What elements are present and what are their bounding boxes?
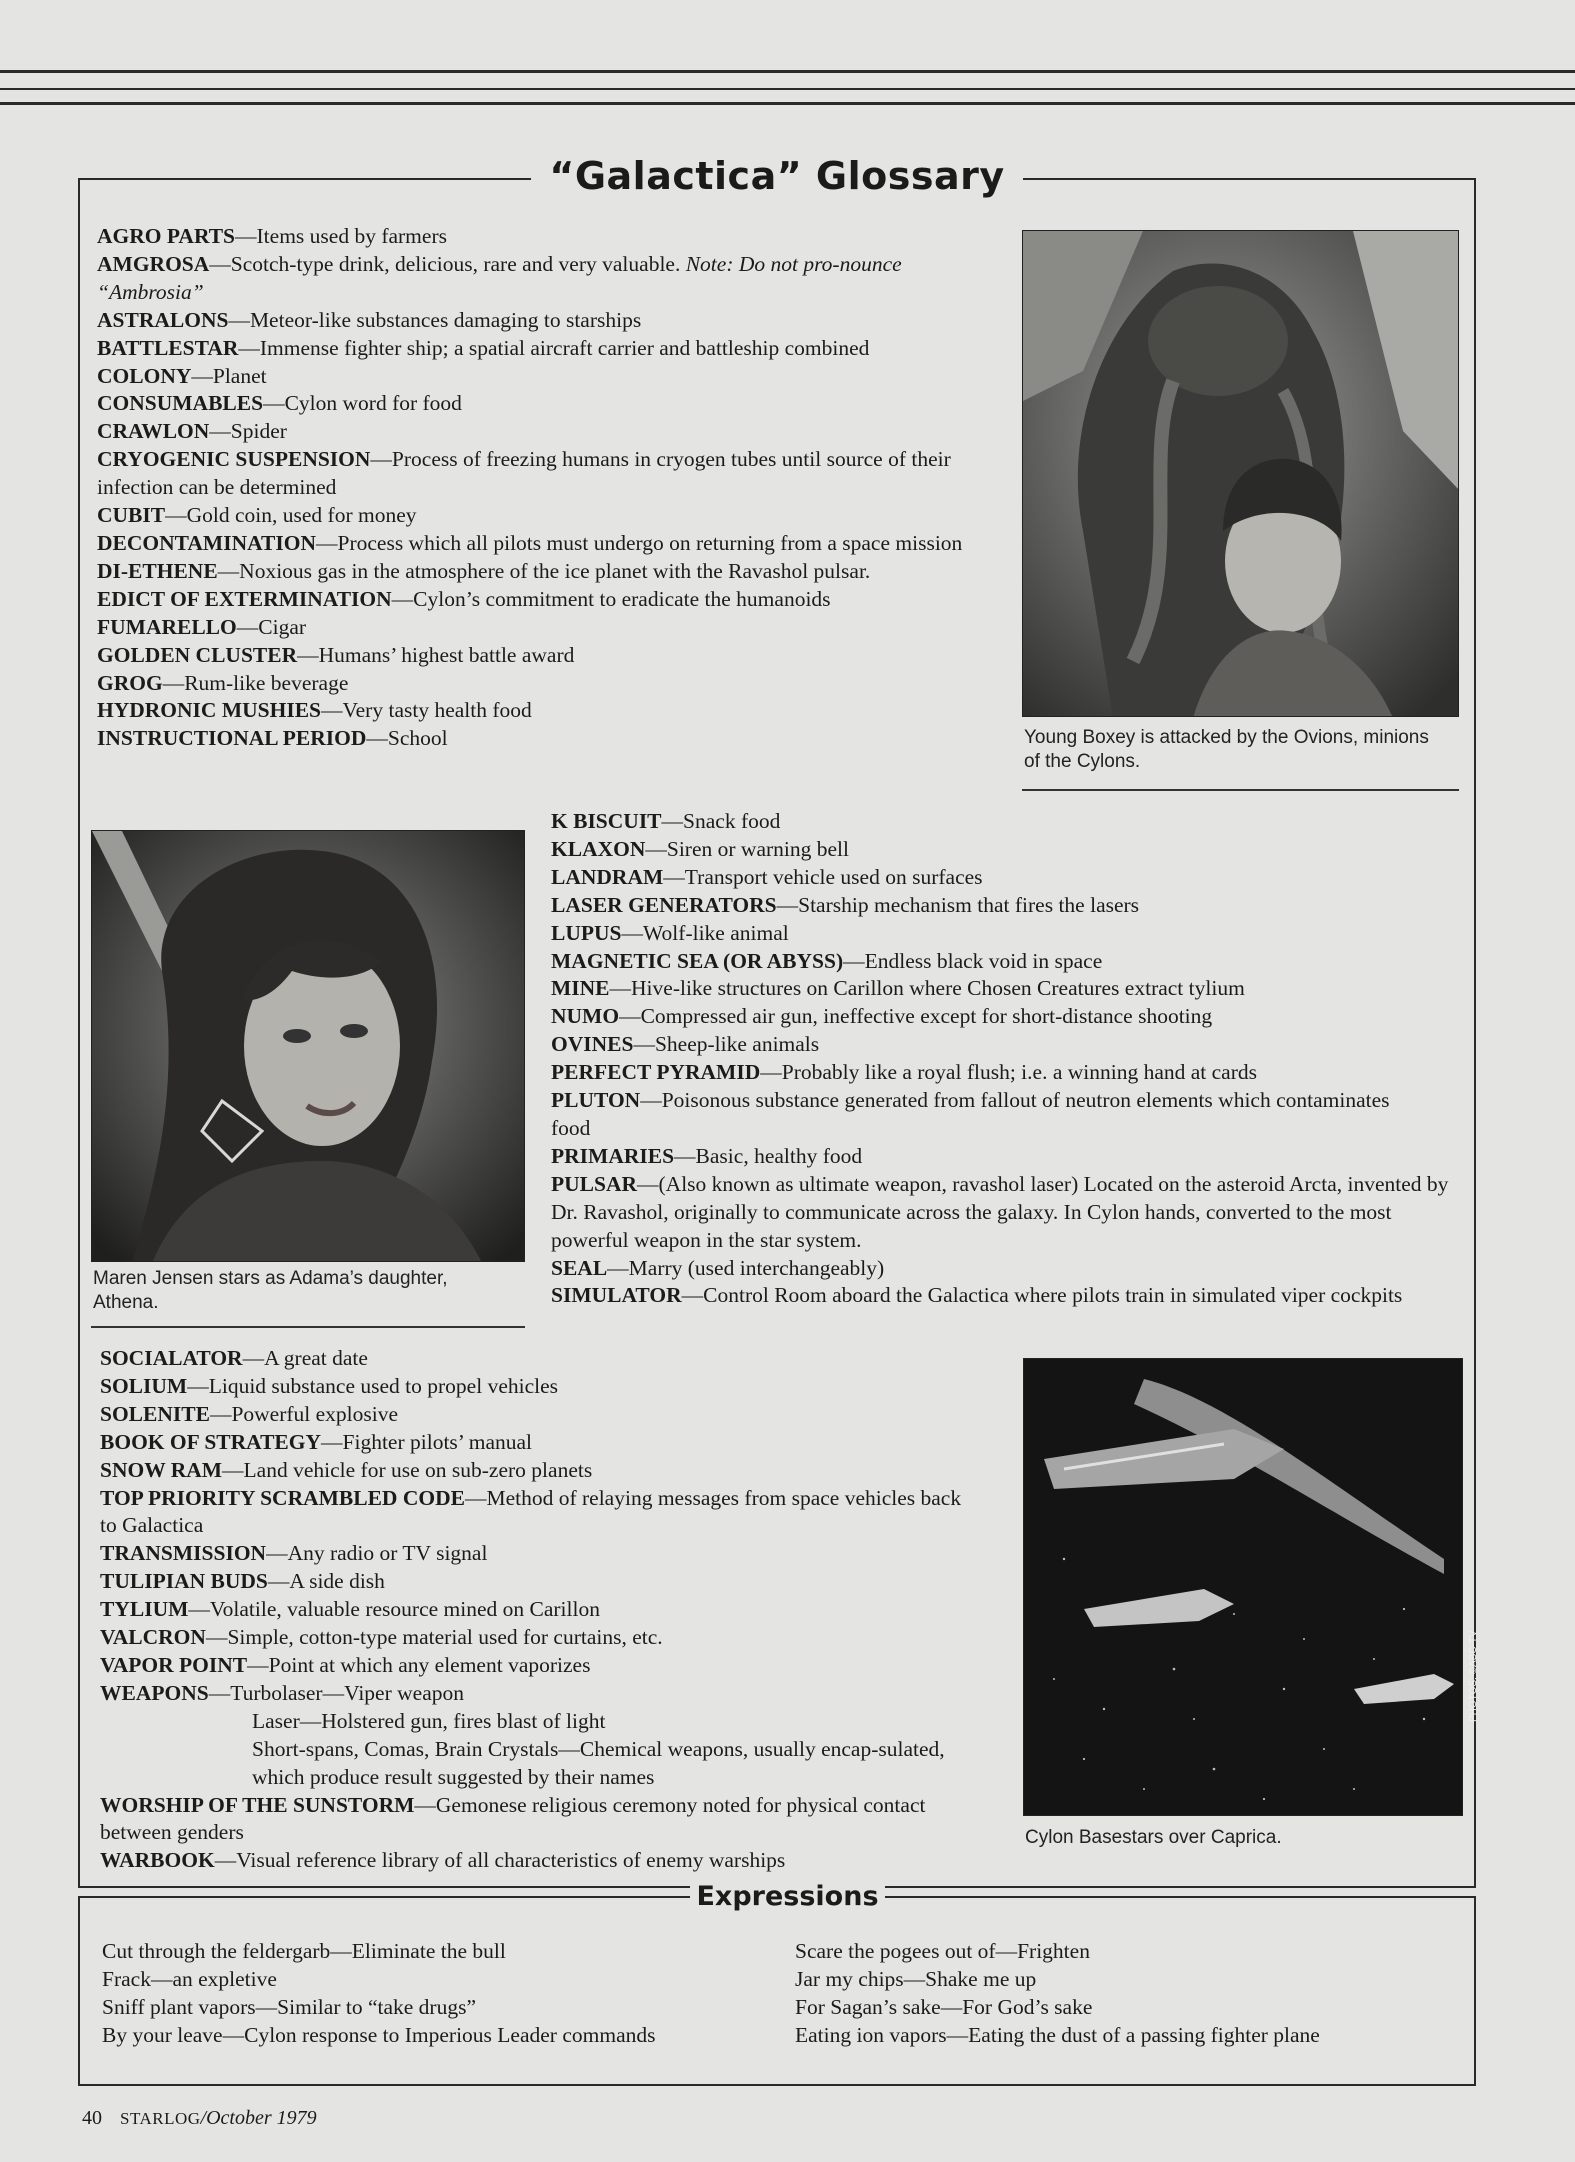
athena-caption: Maren Jensen stars as Adama’s daughter, Athena. xyxy=(93,1268,448,1313)
glossary-entry: WEAPONS—Turbolaser—Viper weapon xyxy=(100,1680,464,1705)
glossary-entry: SEAL—Marry (used interchangeably) xyxy=(551,1255,885,1280)
glossary-entry: PLUTON—Poisonous substance generated from fallout of neutron elements which contaminates food xyxy=(551,1088,1390,1140)
glossary-entry: MAGNETIC SEA (OR ABYSS)—Endless black void in space xyxy=(551,948,1103,973)
glossary-entry: MINE—Hive-like structures on Carillon where Chosen Creatures extract tylium xyxy=(551,976,1245,1001)
top-rule-2 xyxy=(0,88,1575,90)
expression-item: Eating ion vapors—Eating the dust of a passing fighter plane xyxy=(795,2022,1320,2047)
glossary-entry: CUBIT—Gold coin, used for money xyxy=(97,503,417,528)
magazine-name: STARLOG xyxy=(120,2109,201,2128)
glossary-entry: NUMO—Compressed air gun, ineffective except for short-distance shooting xyxy=(551,1004,1213,1029)
glossary-entry: TOP PRIORITY SCRAMBLED CODE—Method of relaying messages from space vehicles back to Galactica xyxy=(100,1485,962,1538)
athena-photo xyxy=(91,830,525,1262)
glossary-entry: VALCRON—Simple, cotton-type material used for curtains, etc. xyxy=(100,1625,663,1650)
glossary-entry: SOLENITE—Powerful explosive xyxy=(100,1401,399,1426)
glossary-entry: LUPUS—Wolf-like animal xyxy=(551,920,789,945)
basestars-photo xyxy=(1023,1358,1463,1816)
glossary-entry: VAPOR POINT—Point at which any element vaporizes xyxy=(100,1652,591,1677)
glossary-entry: PERFECT PYRAMID—Probably like a royal flush; i.e. a winning hand at cards xyxy=(551,1060,1258,1085)
glossary-entry: INSTRUCTIONAL PERIOD—School xyxy=(97,726,448,751)
glossary-entry: SIMULATOR—Control Room aboard the Galactica where pilots train in simulated viper cockpits xyxy=(551,1283,1403,1308)
glossary-entry: ASTRALONS—Meteor-like substances damaging to starships xyxy=(97,307,642,332)
glossary-entry: HYDRONIC MUSHIES—Very tasty health food xyxy=(97,698,532,723)
glossary-entry: DI-ETHENE—Noxious gas in the atmosphere of the ice planet with the Ravashol pulsar. xyxy=(97,558,871,583)
expression-item: For Sagan’s sake—For God’s sake xyxy=(795,1994,1093,2019)
glossary-subentry: Laser—Holstered gun, fires blast of light xyxy=(252,1708,606,1733)
glossary-entry: SOCIALATOR—A great date xyxy=(100,1346,368,1370)
glossary-subentry: Short-spans, Comas, Brain Crystals—Chemical weapons, usually encap-sulated, which produce result suggested by their names xyxy=(252,1736,945,1789)
boxey-photo xyxy=(1022,230,1459,717)
page-number: 40 xyxy=(82,2107,102,2129)
issue-date: /October 1979 xyxy=(200,2107,317,2129)
boxey-caption-rule xyxy=(1022,789,1459,791)
athena-caption-rule xyxy=(91,1326,525,1328)
glossary-entry: CONSUMABLES—Cylon word for food xyxy=(97,391,462,416)
glossary-entry: AGRO PARTS—Items used by farmers xyxy=(97,224,447,248)
expressions-list-right xyxy=(795,1938,1465,2050)
glossary-entry: SOLIUM—Liquid substance used to propel vehicles xyxy=(100,1373,559,1398)
glossary-entry: AMGROSA—Scotch-type drink, delicious, rare and very valuable. Note: Do not pro-nounce “Ambrosia” xyxy=(97,251,902,304)
expression-item: Sniff plant vapors—Similar to “take drugs” xyxy=(102,1994,476,2019)
glossary-entry: BATTLESTAR—Immense fighter ship; a spatial aircraft carrier and battleship combined xyxy=(97,335,870,360)
glossary-entry: CRAWLON—Spider xyxy=(97,419,287,444)
expression-item: Cut through the feldergarb—Eliminate the bull xyxy=(102,1939,506,1963)
glossary-entry: DECONTAMINATION—Process which all pilots must undergo on returning from a space mission xyxy=(97,530,963,555)
glossary-entry: EDICT OF EXTERMINATION—Cylon’s commitment to eradicate the humanoids xyxy=(97,586,831,611)
glossary-note: Note: Do not pro-nounce “Ambrosia” xyxy=(97,251,902,304)
glossary-entry: OVINES—Sheep-like animals xyxy=(551,1032,820,1057)
expression-item: Jar my chips—Shake me up xyxy=(795,1966,1037,1991)
glossary-entry: COLONY—Planet xyxy=(97,363,267,388)
glossary-entry: TYLIUM—Volatile, valuable resource mined on Carillon xyxy=(100,1597,600,1622)
top-rule-3 xyxy=(0,102,1575,105)
glossary-entry: LASER GENERATORS—Starship mechanism that fires the lasers xyxy=(551,892,1140,917)
glossary-list-1 xyxy=(97,223,1007,753)
glossary-entry: PRIMARIES—Basic, healthy food xyxy=(551,1143,863,1168)
glossary-entry: CRYOGENIC SUSPENSION—Process of freezing humans in cryogen tubes until source of their infection can be determined xyxy=(97,447,951,500)
expression-item: By your leave—Cylon response to Imperious Leader commands xyxy=(102,2022,656,2047)
glossary-entry: SNOW RAM—Land vehicle for use on sub-zero planets xyxy=(100,1457,593,1482)
expressions-title: Expressions xyxy=(690,1881,884,1912)
photo-credit: PHOTOS: ©ABC-TV xyxy=(1468,1630,1479,1722)
glossary-entry: FUMARELLO—Cigar xyxy=(97,614,307,639)
glossary-entry: TULIPIAN BUDS—A side dish xyxy=(100,1569,385,1594)
expressions-list-left xyxy=(102,1938,782,2050)
glossary-entry: WARBOOK—Visual reference library of all characteristics of enemy warships xyxy=(100,1848,786,1873)
glossary-entry: BOOK OF STRATEGY—Fighter pilots’ manual xyxy=(100,1429,533,1454)
page-title: “Galactica” Glossary xyxy=(531,154,1022,198)
glossary-list-3 xyxy=(100,1345,1000,1875)
glossary-list-2 xyxy=(551,808,1451,1310)
glossary-entry: PULSAR—(Also known as ultimate weapon, ravashol laser) Located on the asteroid Arcta, invented by Dr. Ravashol, originally to communicate across the galaxy. In Cylon hands, converted to the most powerful weapon in the star system. xyxy=(551,1171,1449,1252)
expression-item: Frack—an expletive xyxy=(102,1966,277,1991)
glossary-entry: TRANSMISSION—Any radio or TV signal xyxy=(100,1541,488,1566)
glossary-entry: K BISCUIT—Snack food xyxy=(551,809,781,833)
glossary-entry: WORSHIP OF THE SUNSTORM—Gemonese religious ceremony noted for physical contact between genders xyxy=(100,1792,926,1845)
boxey-caption: Young Boxey is attacked by the Ovions, minions of the Cylons. xyxy=(1024,727,1429,772)
glossary-entry: GROG—Rum-like beverage xyxy=(97,670,349,695)
glossary-entry: KLAXON—Siren or warning bell xyxy=(551,836,849,861)
page-footer xyxy=(82,2107,317,2130)
expression-item: Scare the pogees out of—Frighten xyxy=(795,1939,1090,1963)
top-rule-1 xyxy=(0,70,1575,73)
glossary-entry: LANDRAM—Transport vehicle used on surfaces xyxy=(551,864,983,889)
glossary-entry: GOLDEN CLUSTER—Humans’ highest battle award xyxy=(97,642,575,667)
basestars-caption: Cylon Basestars over Caprica. xyxy=(1025,1827,1282,1848)
